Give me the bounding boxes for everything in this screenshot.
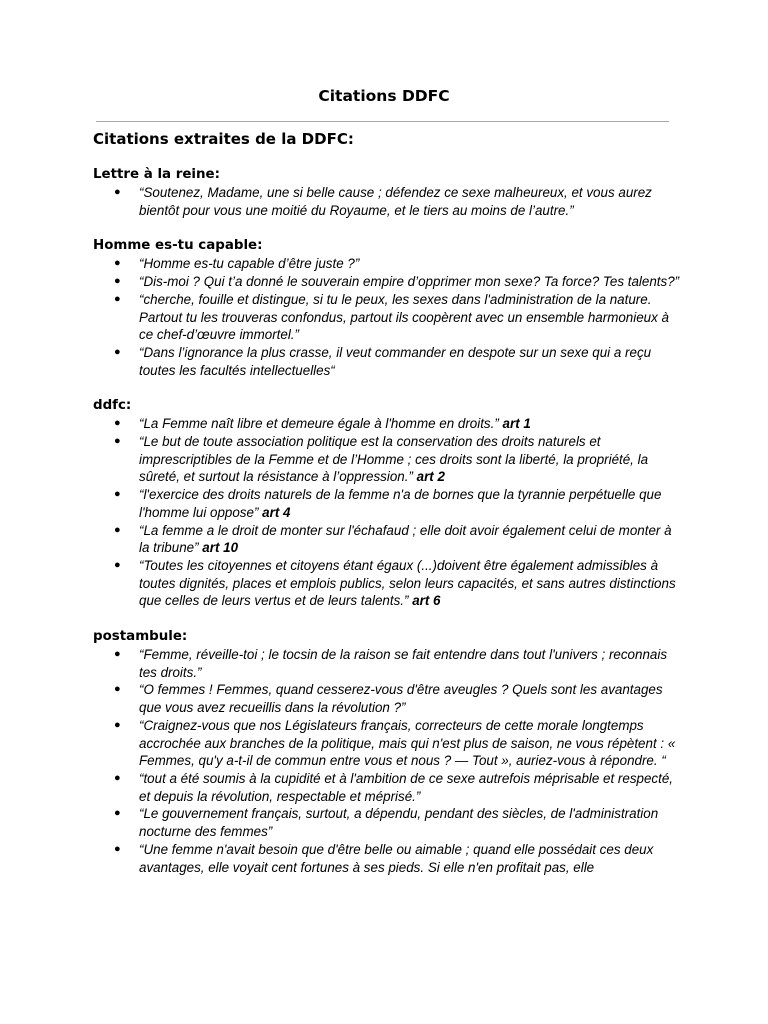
quote-item: [93, 841, 683, 876]
bullet-icon: ●: [114, 186, 121, 198]
bullet-icon: ●: [114, 417, 121, 430]
bullet-icon: ●: [114, 345, 121, 358]
quote-list: [93, 646, 683, 876]
bullet-icon: ●: [114, 558, 121, 571]
quote-text: “Homme es-tu capable d’être juste ?”: [139, 256, 360, 272]
bullet-icon: ●: [114, 292, 121, 305]
main-heading: Citations extraites de la DDFC:: [93, 130, 354, 148]
bullet-icon: ●: [114, 488, 121, 501]
quote-text: “Dans l’ignorance la plus crasse, il veut commander en despote sur un sexe qui a reçu toutes les facultés intellectuelles“: [139, 344, 652, 378]
quote-text: “La femme a le droit de monter sur l'échafaud ; elle doit avoir également celui de monter à la tribune”: [139, 522, 672, 556]
quote-text: “Le but de toute association politique est la conservation des droits naturels et imprescriptibles de la Femme et de l’Homme ; ces droits sont la liberté, la propriété, la sûreté, et surtout la résistance à l’oppression.”: [139, 434, 649, 485]
quote-item: [93, 344, 683, 379]
quote-text: “Toutes les citoyennes et citoyens étant égaux (...)doivent être également admissibles à toutes dignités, places et emplois publics, selon leurs capacités, et sans autres distinctions que celles de leurs vertus et de leurs talents.”: [139, 557, 676, 609]
document-title: Citations DDFC: [318, 87, 450, 105]
quote-item: [93, 717, 683, 770]
article-reference: art 6: [412, 593, 441, 609]
quote-list: [93, 255, 683, 379]
quote-item: [93, 415, 683, 433]
quote-item: [93, 805, 683, 840]
quote-item: [93, 522, 683, 557]
article-reference: art 10: [202, 540, 239, 556]
quote-item: [93, 433, 683, 486]
bullet-icon: ●: [114, 523, 121, 536]
quote-text: “l'exercice des droits naturels de la femme n'a de bornes que la tyrannie perpétuelle que l'homme lui oppose”: [139, 487, 662, 520]
quote-item: [93, 255, 683, 273]
quote-text: “Le gouvernement français, surtout, a dépendu, pendant des siècles, de l'administration nocturne des femmes”: [139, 806, 659, 840]
quote-text: “Femme, réveille-toi ; le tocsin de la raison se fait entendre dans tout l'univers ; reconnais tes droits.”: [139, 647, 668, 680]
quote-text: “Dis-moi ? Qui t’a donné le souverain empire d’opprimer mon sexe? Ta force? Tes talents?”: [139, 274, 680, 290]
section-heading: Lettre à la reine:: [93, 167, 220, 182]
quote-item: [93, 486, 683, 521]
quote-text: “La Femme naît libre et demeure égale à l'homme en droits.”: [139, 416, 499, 432]
quote-item: [93, 273, 683, 291]
section-heading: Homme es-tu capable:: [93, 238, 263, 254]
quote-item: [93, 557, 683, 610]
quote-list: [93, 415, 683, 610]
bullet-icon: ●: [114, 807, 121, 820]
quote-item: [93, 681, 683, 716]
quote-item: [93, 184, 683, 219]
bullet-icon: ●: [114, 257, 121, 270]
section-heading: postambule:: [93, 629, 188, 645]
quote-text: “cherche, fouille et distingue, si tu le peux, les sexes dans l'administration de la nature. Partout tu les trouveras confondus, partout ils coopèrent avec un ensemble harmonieux à ce chef-d’œuvre immortel.”: [139, 291, 669, 343]
bullet-icon: ●: [114, 842, 121, 855]
quote-item: [93, 770, 683, 805]
bullet-icon: ●: [114, 648, 121, 661]
article-reference: art 4: [262, 504, 291, 520]
title-divider: [96, 121, 669, 122]
document-body: [93, 129, 683, 894]
bullet-icon: ●: [114, 435, 121, 448]
bullet-icon: ●: [114, 275, 121, 288]
quote-text: “Une femme n'avait besoin que d'être belle ou aimable ; quand elle possédait ces deux avantages, elle voyait cent fortunes à ses pieds. Si elle n'en profitait pas, elle: [139, 841, 654, 875]
article-reference: art 1: [502, 416, 531, 432]
quote-text: “Soutenez, Madame, une si belle cause ; défendez ce sexe malheureux, et vous aurez bientôt pour vous une moitié du Royaume, et le tiers au moins de l’autre.”: [139, 185, 652, 218]
bullet-icon: ●: [114, 683, 121, 696]
sections-container: [93, 166, 683, 876]
quote-item: [93, 646, 683, 681]
section-heading: ddfc:: [93, 398, 132, 414]
quote-item: [93, 291, 683, 344]
quote-list: [93, 184, 683, 219]
article-reference: art 2: [416, 469, 445, 485]
bullet-icon: ●: [114, 771, 121, 784]
quote-text: “O femmes ! Femmes, quand cesserez-vous d'être aveugles ? Quels sont les avantages que vous avez recueillis dans la révolution ?”: [139, 682, 663, 716]
bullet-icon: ●: [114, 718, 121, 731]
quote-text: “Craignez-vous que nos Législateurs français, correcteurs de cette morale longtemps accrochée aux branches de la politique, mais qui n'est plus de saison, ne vous répètent : « Femmes, qu'y a-t-il de commun entre vous et nous ? — Tout », auriez-vous à répondre. “: [139, 717, 676, 769]
quote-text: “tout a été soumis à la cupidité et à l'ambition de ce sexe autrefois méprisable et respecté, et depuis la révolution, respectable et méprisé.”: [139, 770, 674, 804]
